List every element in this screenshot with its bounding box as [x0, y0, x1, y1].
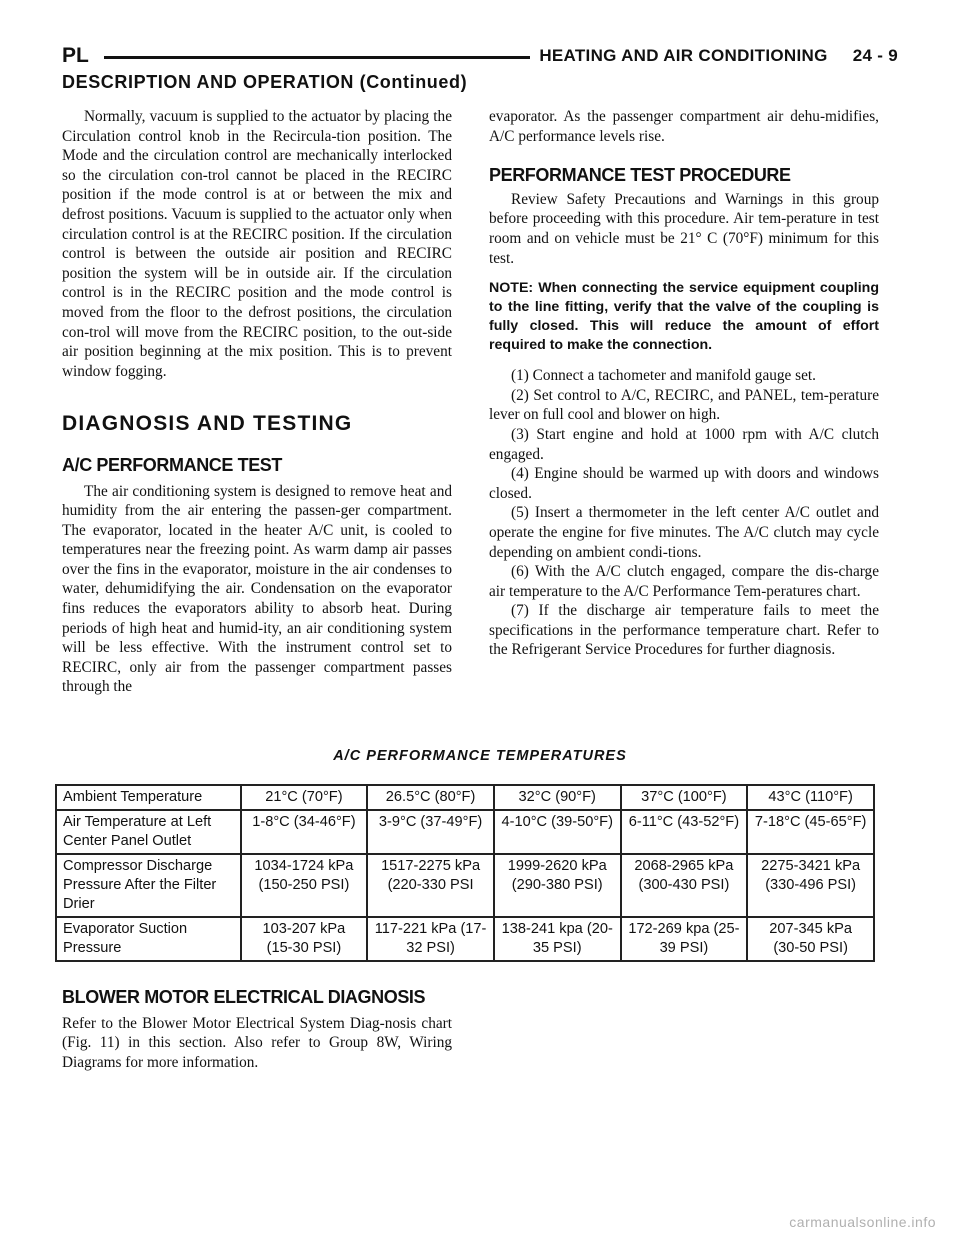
table-row: [56, 785, 874, 810]
perf-test-paragraph: The air conditioning system is designed to remove heat and humidity from the air entering the passen-ger compartment. The evaporator, located in the heater A/C unit, is cooled to temperatures near the freezing point. As warm damp air passes over the fins in the evaporator, moisture in the air condenses to water, dehumidifying the air. Condensation on the evaporator fins reduces the evaporators ability to absorb heat. During periods of high heat and humid-ity, an air conditioning system will be less effective. With the instrument control set to RECIRC, only air from the passenger compartment passes through the: [62, 482, 452, 696]
table-title: A/C PERFORMANCE TEMPERATURES: [333, 748, 627, 764]
table-cell: 138-241 kpa (20-35 PSI): [494, 917, 621, 961]
note-text: NOTE: When connecting the service equipment coupling to the line fitting, verify that the valve of the coupling is fully closed. This will reduce the amount of effort required to make the connection.: [489, 280, 879, 354]
step-item: (7) If the discharge air temperature fails to meet the specifications in the performance temperature chart. Refer to the Refrigerant Service Procedures for further diagnosis.: [489, 602, 879, 659]
table-cell: 7-18°C (45-65°F): [747, 810, 874, 854]
step-item: (6) With the A/C clutch engaged, compare the dis-charge air temperature to the A/C Performance Tem-peratures chart.: [489, 563, 879, 600]
table-cell: 1034-1724 kPa (150-250 PSI): [241, 854, 368, 917]
table-cell: 26.5°C (80°F): [367, 785, 494, 810]
left-column: [62, 107, 452, 697]
table-cell: 172-269 kpa (25-39 PSI): [621, 917, 748, 961]
table-cell: 117-221 kPa (17-32 PSI): [367, 917, 494, 961]
table-row: [56, 854, 874, 917]
performance-table: [55, 784, 875, 962]
table-cell: Ambient Temperature: [56, 785, 241, 810]
table-cell: 37°C (100°F): [621, 785, 748, 810]
blower-paragraph: Refer to the Blower Motor Electrical System Diag-nosis chart (Fig. 11) in this section. Also refer to Group 8W, Wiring Diagrams for more information.: [62, 1014, 452, 1071]
table-row: [56, 917, 874, 961]
table-cell: 1-8°C (34-46°F): [241, 810, 368, 854]
table-cell: 1999-2620 kPa (290-380 PSI): [494, 854, 621, 917]
header-rule: [104, 56, 530, 59]
subsection-title-procedure: PERFORMANCE TEST PROCEDURE: [489, 165, 791, 186]
table-cell: 207-345 kPa (30-50 PSI): [747, 917, 874, 961]
blower-section: [62, 988, 452, 1072]
table-cell: Air Temperature at Left Center Panel Outlet: [56, 810, 241, 854]
continued-heading: DESCRIPTION AND OPERATION (Continued): [62, 72, 468, 92]
header-section-page: HEATING AND AIR CONDITIONING 24 - 9: [539, 46, 898, 65]
table-row: [56, 810, 874, 854]
table-cell: 32°C (90°F): [494, 785, 621, 810]
table-cell: 4-10°C (39-50°F): [494, 810, 621, 854]
table-cell: Compressor Discharge Pressure After the Filter Drier: [56, 854, 241, 917]
blower-title: BLOWER MOTOR ELECTRICAL DIAGNOSIS: [62, 987, 426, 1007]
table-cell: Evaporator Suction Pressure: [56, 917, 241, 961]
table-cell: 2068-2965 kPa (300-430 PSI): [621, 854, 748, 917]
procedure-intro: Review Safety Precautions and Warnings in this group before proceeding with this procedure. Air tem-perature in test room and on vehicle must be 21° C (70°F) minimum for this test.: [489, 190, 879, 267]
page-header: [62, 44, 898, 68]
table-cell: 6-11°C (43-52°F): [621, 810, 748, 854]
table-cell: 1517-2275 kPa (220-330 PSI: [367, 854, 494, 917]
step-item: (3) Start engine and hold at 1000 rpm with A/C clutch engaged.: [489, 425, 879, 463]
section-title-diagnosis: DIAGNOSIS AND TESTING: [62, 412, 353, 436]
table-cell: 103-207 kPa (15-30 PSI): [241, 917, 368, 961]
table-cell: 3-9°C (37-49°F): [367, 810, 494, 854]
watermark-link[interactable]: carmanualsonline.info: [789, 1214, 936, 1230]
intro-paragraph: Normally, vacuum is supplied to the actuator by placing the Circulation control knob in the Recircula-tion position. The Mode and the circulation control are mechanically interlocked so the circulation con-trol cannot be placed in the RECIRC position if the mode control is at or between the mix and defrost positions. Vacuum is supplied to the actuator only when circulation control is at the RECIRC position. If the circulation control is between the outside air position and RECIRC position the system will be in outside air. If the circulation control is in the RECIRC position and the mode control is moved from the floor to the defrost positions, the circulation con-trol will move from the RECIRC position, to the out-side air position beginning at the mix position. This is to prevent window fogging.: [62, 108, 452, 380]
table-cell: 2275-3421 kPa (330-496 PSI): [747, 854, 874, 917]
header-manual-code: PL: [62, 44, 89, 67]
step-item: (1) Connect a tachometer and manifold gauge set.: [511, 367, 816, 385]
continuation-paragraph: evaporator. As the passenger compartment air dehu-midifies, A/C performance levels rise.: [489, 108, 879, 145]
table-cell: 21°C (70°F): [241, 785, 368, 810]
subsection-title-perf-test: A/C PERFORMANCE TEST: [62, 454, 283, 475]
right-column: [489, 107, 879, 660]
step-item: (4) Engine should be warmed up with doors and windows closed.: [489, 465, 879, 502]
table-cell: 43°C (110°F): [747, 785, 874, 810]
step-item: (2) Set control to A/C, RECIRC, and PANEL, tem-perature lever on full cool and blower on high.: [489, 386, 879, 424]
step-item: (5) Insert a thermometer in the left center A/C outlet and operate the engine for five minutes. The A/C clutch may cycle depending on ambient condi-tions.: [489, 504, 879, 561]
